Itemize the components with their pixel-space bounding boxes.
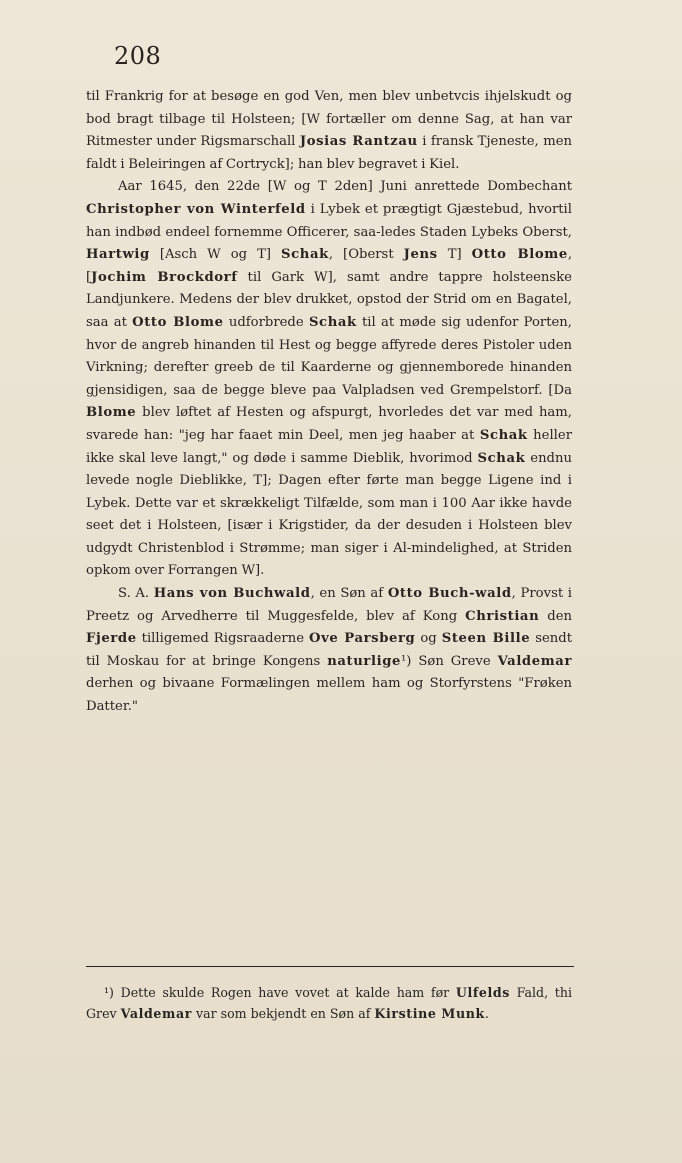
text-run: Aar 1645, den 22de [W og T 2den] Juni anrettede Dombechant (118, 179, 572, 195)
emphasized-name: Christian (465, 608, 540, 624)
body-text (86, 86, 572, 719)
emphasized-name: Josias Rantzau (299, 134, 418, 150)
text-run: i fransk Tjeneste, men faldt i Beleiringen af Cortryck]; han blev begravet i Kiel. (86, 134, 573, 172)
page-number: 208 (114, 42, 162, 70)
emphasized-name: Jochim Brockdorf (91, 269, 238, 285)
text-run: sendt til Moskau for at bringe Kongens (86, 631, 573, 669)
text-run: blev løftet af Hesten og afspurgt, hvorledes det var med ham, svarede han: "jeg har faaet min Deel, men jeg haaber at (86, 405, 572, 443)
text-run: , [ (86, 247, 573, 285)
text-run: ¹) Søn Greve (401, 653, 498, 669)
emphasized-name: Blome (86, 405, 137, 421)
text-run: til at møde sig udenfor Porten, hvor de angreb hinanden til Hest og begge affyrede deres Pistoler uden Virkning; derefter greeb de til Kaarderne og gjennemborede hinanden gjensidigen, saa de begge bleve paa Valpladsen ved Grempelstorf. [Da (86, 314, 572, 398)
text-run: og (415, 631, 442, 647)
emphasized-name: Hans von Buchwald (153, 586, 311, 602)
text-run: endnu levede nogle Dieblikke, T]; Dagen efter førte man begge Ligene ind i Lybek. Dette var et skrækkeligt Tilfælde, som man i 100 Aar ikke havde seet det i Holsteen, [især i Krigstider, da der desuden i Holsteen blev udgydt Christenblod i Strømme; man siger i Al-mindelighed, at Striden opkom over Forrangen W]. (86, 450, 572, 579)
text-run: var som bekjendt en Søn af (191, 1006, 375, 1021)
emphasized-name: Schak (281, 247, 329, 263)
paragraph-1 (86, 86, 572, 176)
text-run: den (539, 608, 572, 624)
emphasized-name: Valdemar (120, 1006, 192, 1021)
emphasized-name: Hartwig (86, 247, 150, 263)
emphasized-name: Schak (477, 450, 526, 466)
footnote (86, 982, 572, 1024)
text-run: i Lybek et prægtigt Gjæstebud, hvortil han indbød endeel fornemme Officerer, saa-ledes Staden Lybeks Oberst, (86, 201, 572, 240)
text-run: , [Oberst (328, 247, 404, 263)
footnote-divider (86, 966, 574, 967)
emphasized-name: Ove Parsberg (309, 631, 416, 647)
text-run: , Provst i Preetz og Arvedherre til Muggesfelde, blev af Kong (86, 586, 572, 624)
text-run: tilligemed Rigsraaderne (136, 631, 309, 647)
text-run: T] (437, 247, 472, 263)
emphasized-name: Otto Blome (132, 314, 224, 330)
emphasized-name: Schak (308, 314, 357, 330)
emphasized-name: Kirstine Munk (374, 1006, 485, 1021)
text-run: ¹) Dette skulde Rogen have vovet at kalde ham før (104, 985, 456, 1000)
emphasized-name: Christopher von Winterfeld (86, 201, 306, 217)
text-run: udforbrede (223, 314, 309, 330)
paragraph-3 (86, 583, 572, 719)
text-run: til Gark W], samt andre tappre holsteenske Landjunkere. Medens der blev drukket, opstod der Strid om en Bagatel, saa at (86, 269, 572, 330)
text-run: [Asch W og T] (149, 247, 282, 263)
text-run: derhen og bivaane Formælingen mellem ham og Storfyrstens "Frøken Datter." (86, 676, 572, 715)
emphasized-name: Fjerde (86, 631, 137, 647)
text-run: , en Søn af (310, 586, 388, 602)
paragraph-2 (86, 176, 572, 583)
emphasized-name: Otto Blome (471, 247, 568, 263)
emphasized-name: Schak (479, 427, 528, 443)
emphasized-name: Steen Bille (441, 631, 531, 647)
emphasized-name: Otto Buch-wald (387, 586, 512, 602)
text-run: til Frankrig for at besøge en god Ven, men blev unbetvcis ihjelskudt og bod bragt tilbage til Holsteen; [W fortæller om denne Sag, at han var Ritmester under Rigsmarschall (86, 89, 572, 150)
emphasized-name: naturlige (327, 653, 402, 669)
emphasized-name: Valdemar (497, 653, 572, 669)
text-run: S. A. (118, 586, 154, 602)
emphasized-name: Ulfelds (455, 985, 510, 1000)
text-run: . (484, 1006, 489, 1021)
text-run: Fald, thi Grev (86, 985, 572, 1021)
text-run: heller ikke skal leve langt," og døde i samme Dieblik, hvorimod (86, 427, 572, 466)
emphasized-name: Jens (403, 247, 438, 263)
